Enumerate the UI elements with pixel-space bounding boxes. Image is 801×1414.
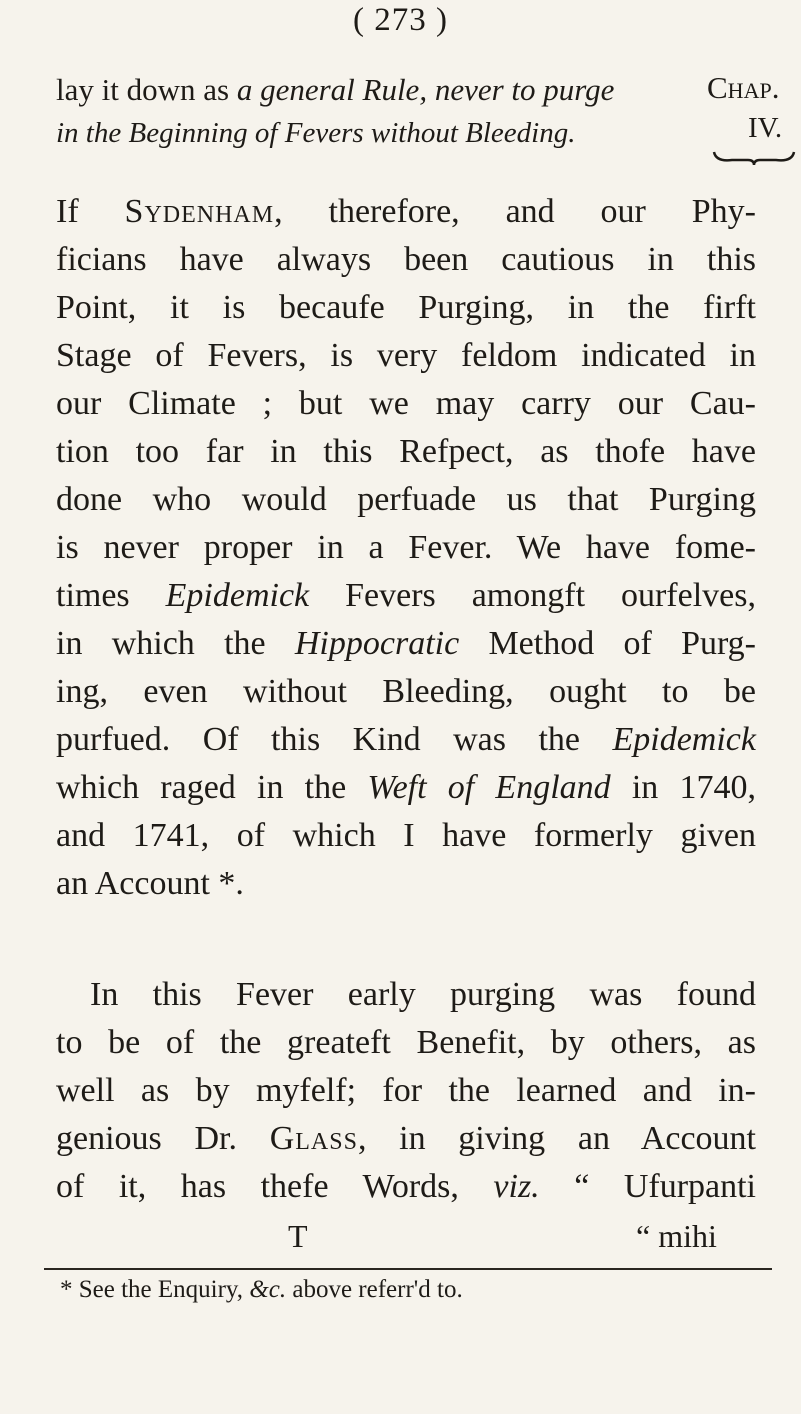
text-line: tion too far in this Refpect, as thofe have [56, 433, 756, 470]
header-line-1 [56, 72, 614, 108]
text-line: well as by myfelf; for the learned and in- [56, 1072, 756, 1109]
signature-mark: T [288, 1218, 308, 1254]
text-line: an Account *. [56, 865, 244, 902]
header-text: lay it down as [56, 72, 237, 107]
text-line: Stage of Fevers, is very feldom indicated in [56, 337, 756, 374]
footnote-rule [44, 1268, 772, 1270]
header-italic-text: in the Beginning of Fevers without Bleeding. [56, 117, 576, 149]
text-line: genious Dr. Glass, in giving an Account [56, 1120, 756, 1157]
text-line: done who would perfuade us that Purging [56, 481, 756, 518]
author-name: Sydenham [124, 193, 275, 230]
text-line: ing, even without Bleeding, ought to be [56, 673, 756, 710]
text-line: is never proper in a Fever. We have fome- [56, 529, 756, 566]
chapter-marker: Chap. [707, 70, 780, 105]
text-line: of it, has thefe Words, viz. “ Ufurpanti [56, 1168, 757, 1205]
text-line: purfued. Of this Kind was the Epidemick [56, 721, 756, 758]
margin-brace-icon [712, 148, 796, 166]
chapter-number: IV. [748, 112, 783, 144]
text-line: and 1741, of which I have formerly given [56, 817, 756, 854]
text-line: times Epidemick Fevers amongft ourfelves, [56, 577, 756, 614]
text-line: Point, it is becaufe Purging, in the firft [56, 289, 756, 326]
header-line-2 [56, 117, 575, 150]
text-line: our Climate ; but we may carry our Cau- [56, 385, 756, 422]
text-line: In this Fever early purging was found [90, 976, 756, 1013]
text-line: ficians have always been cautious in this [56, 241, 756, 278]
catchword: “ mihi [636, 1218, 717, 1254]
text-line: which raged in the Weft of England in 1740, [56, 769, 756, 806]
text-line: to be of the greateft Benefit, by others, as [56, 1024, 756, 1061]
header-italic-text: a general Rule, never to purge [236, 72, 615, 107]
text-line: in which the Hippocratic Method of Purg- [56, 625, 757, 662]
text-line: If Sydenham, therefore, and our Phy- [56, 193, 756, 230]
author-name: Glass [269, 1120, 358, 1157]
footnote: * See the Enquiry, &c. above referr'd to. [60, 1276, 463, 1303]
page-number: ( 273 ) [353, 2, 448, 38]
